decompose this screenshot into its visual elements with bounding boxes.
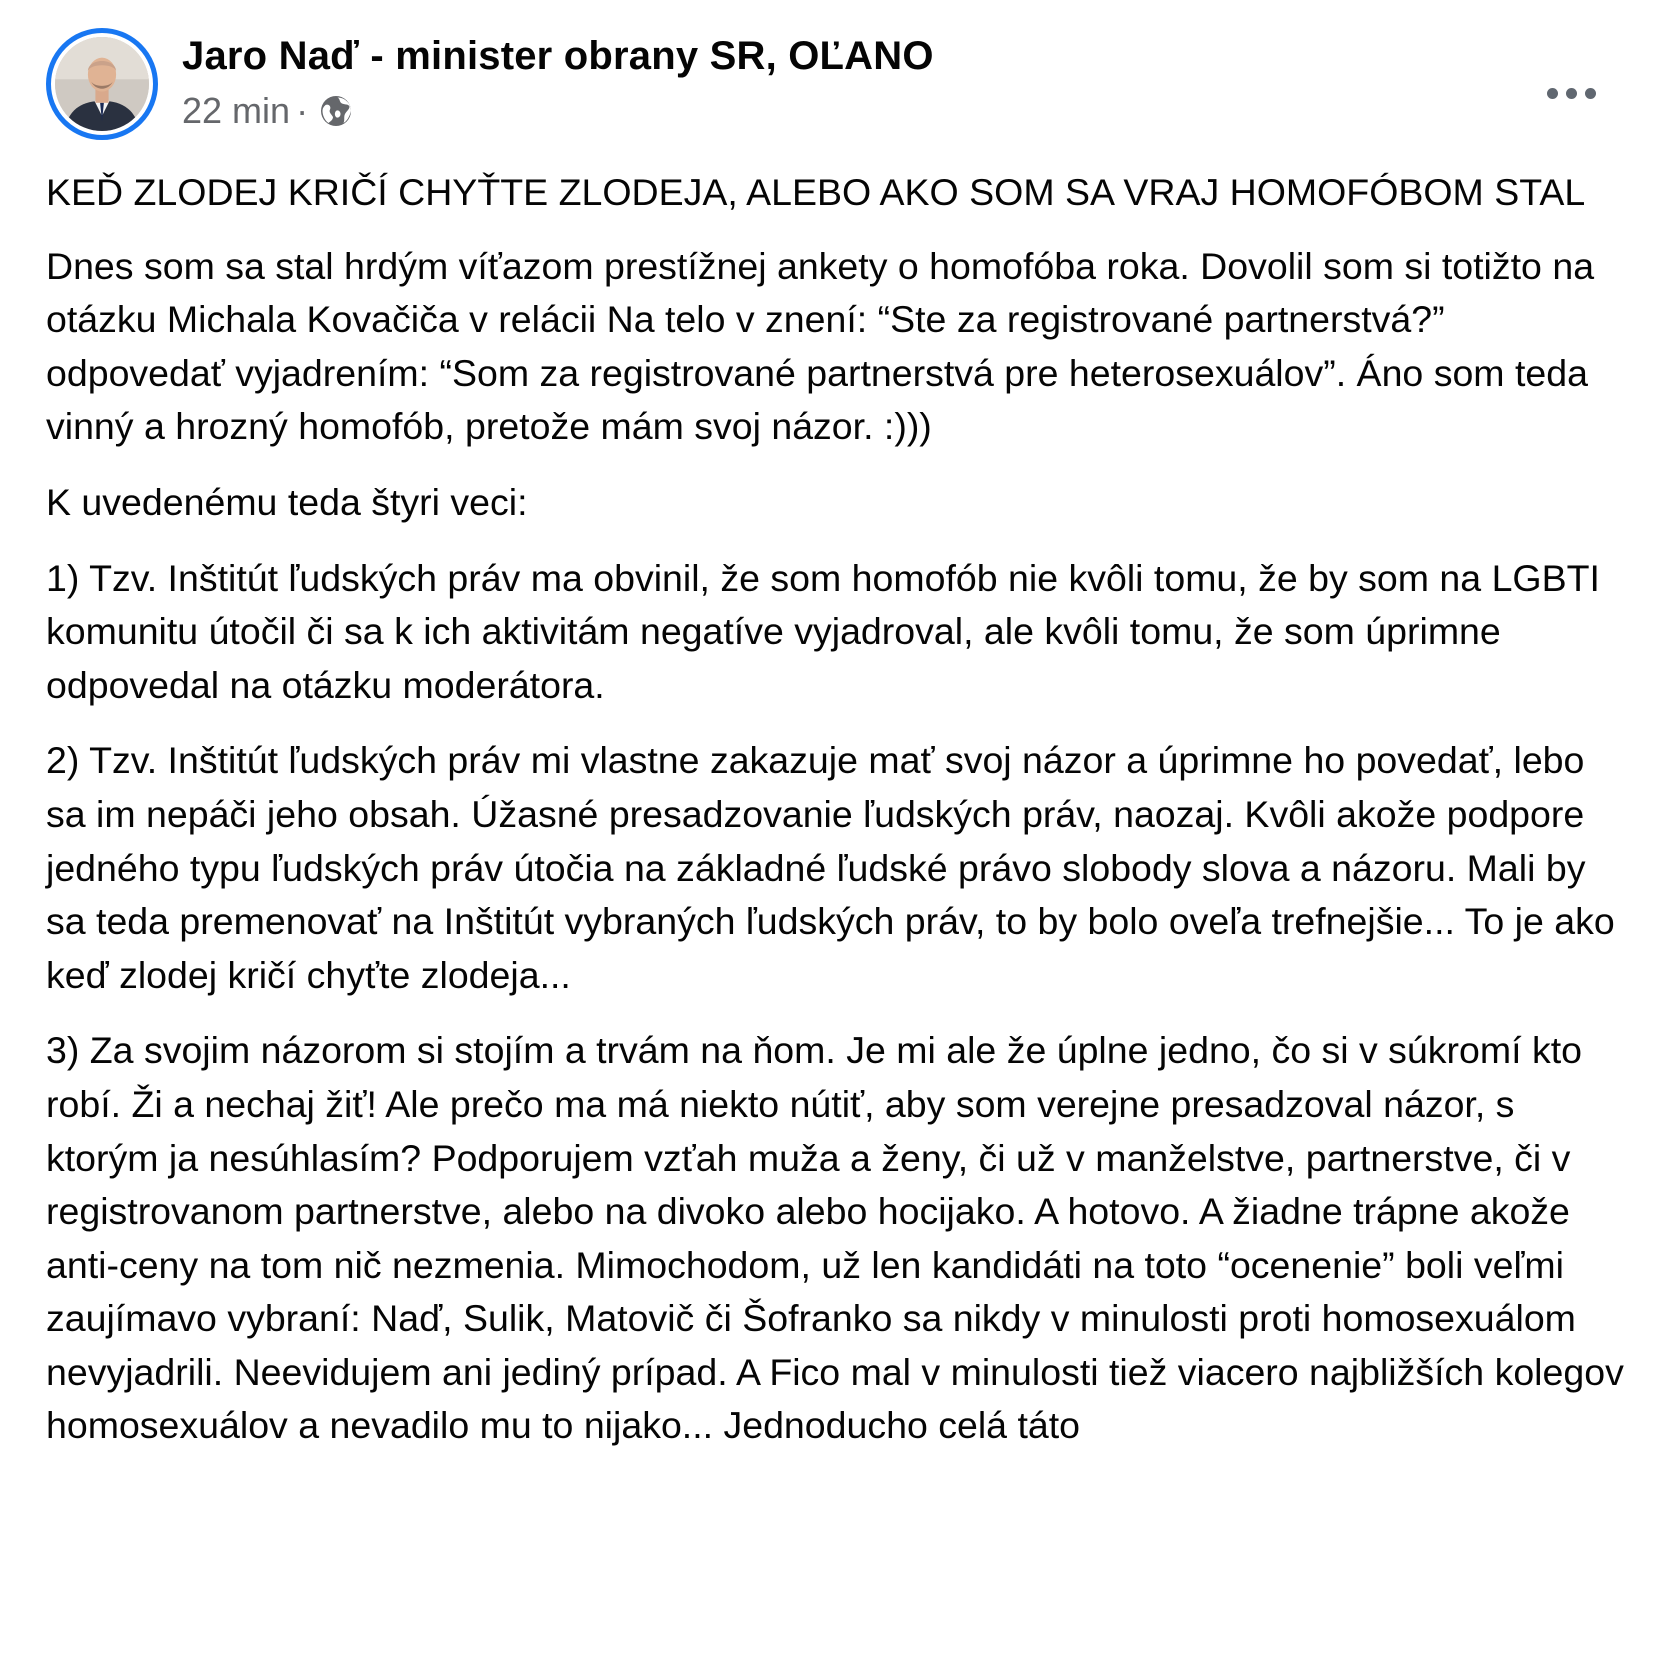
more-dot (1547, 88, 1558, 99)
post-paragraph: 2) Tzv. Inštitút ľudských práv mi vlastne zakazuje mať svoj názor a úprimne ho povedať, lebo sa im nepáči jeho obsah. Úžasné presadzovanie ľudských práv, naozaj. Kvôli akože podpore jedného typu ľudských práv útočia na základné ľudské právo slobody slova a názoru. Mali by sa teda premenovať na Inštitút vybraných ľudských práv, to by bolo oveľa trefnejšie... To je ako keď zlodej kričí chyťte zlodeja... (46, 739, 1615, 996)
avatar-photo (55, 37, 149, 131)
post-header (46, 28, 1626, 144)
more-dot (1566, 88, 1577, 99)
post-text (46, 166, 1626, 1475)
globe-icon[interactable] (318, 93, 354, 129)
post-paragraph: K uvedenému teda štyri veci: (46, 480, 528, 523)
post-timestamp[interactable]: 22 min (182, 90, 291, 131)
more-options-icon (1547, 88, 1596, 99)
avatar-portrait-icon (55, 37, 149, 131)
author-name-link[interactable]: Jaro Naď - minister obrany SR, OĽANO (182, 34, 934, 78)
post-title: KEĎ ZLODEJ KRIČÍ CHYŤTE ZLODEJA, ALEBO AKO SOM SA VRAJ HOMOFÓBOM STAL (46, 171, 1586, 213)
more-dot (1585, 88, 1596, 99)
post-paragraph: 1) Tzv. Inštitút ľudských práv ma obvinil, že som homofób nie kvôli tomu, že by som na LGBTI komunitu útočil či sa k ich aktivitám negatíve vyjadroval, ale kvôli tomu, že som úprimne odpovedal na otázku moderátora. (46, 556, 1600, 706)
meta-separator: · (296, 90, 309, 131)
post-meta (182, 90, 354, 132)
post-paragraph: 3) Za svojim názorom si stojím a trvám na ňom. Je mi ale že úplne jedno, čo si v súkromí kto robí. Ži a nechaj žiť! Ale prečo ma má niekto nútiť, aby som verejne presadzoval názor, s ktorým ja nesúhlasím? Podporujem vzťah muža a ženy, či už v manželstve, partnerstve, či v registrovanom partnerstve, alebo na divoko alebo hocijako. A hotovo. A žiadne trápne akože anti-ceny na tom nič nezmenia. Mimochodom, už len kandidáti na toto “ocenenie” boli veľmi zaujímavo vybraní: Naď, Sulik, Matovič či Šofranko sa nikdy v minulosti proti homosexuálom nevyjadrili. Neevidujem ani jediný prípad. A Fico mal v minulosti tiež viacero najbližších kolegov homosexuálov a nevadilo mu to nijako... Jednoducho celá táto (46, 1029, 1624, 1447)
author-avatar[interactable] (46, 28, 158, 140)
post-paragraph: Dnes som sa stal hrdým víťazom prestížnej ankety o homofóba roka. Dovolil som si totižto na otázku Michala Kovačiča v relácii Na telo v znení: “Ste za registrované partnerstvá?” odpovedať vyjadrením: “Som za registrované partnerstvá pre heterosexuálov”. Áno som teda vinný a hrozný homofób, pretože mám svoj názor. :))) (46, 244, 1595, 448)
more-options-button[interactable] (1526, 68, 1616, 118)
